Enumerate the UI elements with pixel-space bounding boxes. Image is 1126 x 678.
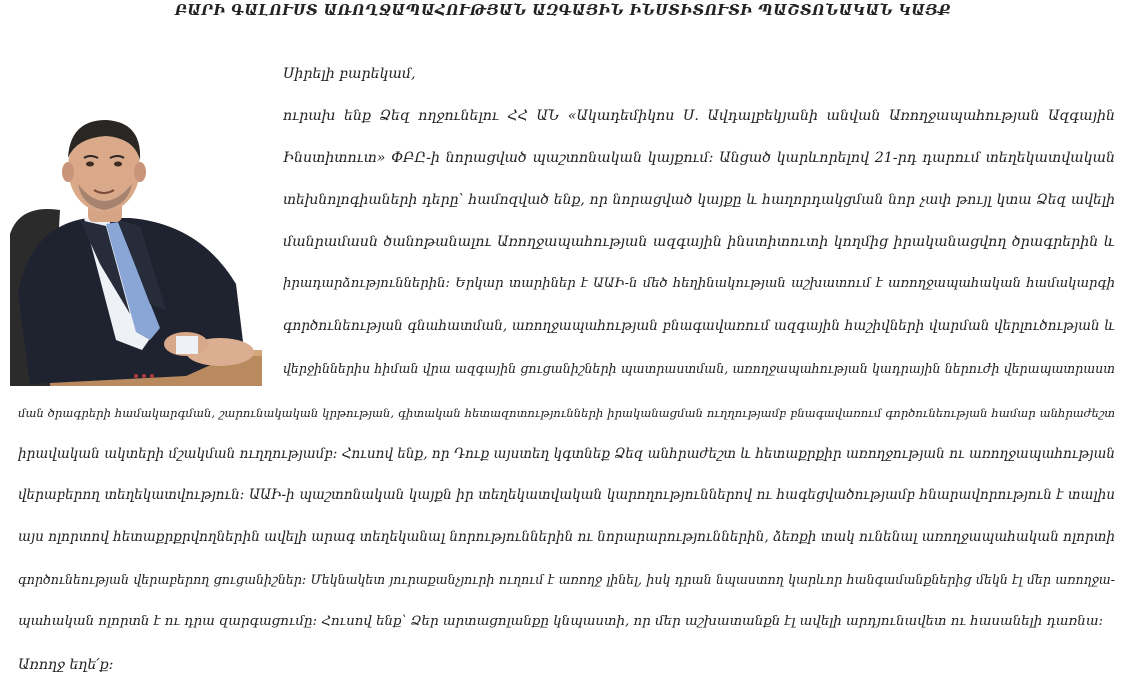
page-title: ԲԱՐԻ ԳԱԼՈՒՍՏ ԱՌՈՂՋԱՊԱՀՈՒԹՅԱՆ ԱԶԳԱՅԻՆ ԻՆՍՏԻՏՈՒՏԻ ՊԱՇՏՈՆԱԿԱՆ ԿԱՅՔ (174, 2, 952, 19)
letter-line: ման ծրագրերի համակարգման, շարունակական կրթության, գիտական հետազոտությունների իրականացման ուղղությամբ բնագավառում գործունեության համար անհրաժեշտ (18, 406, 1115, 420)
letter-line: իրադարձություններին: Երկար տարիներ է ԱԱԻ-ն մեծ հեղինակության աշխատում է առողջապահական համակարգի (283, 276, 1115, 291)
letter-line: մանրամասն ծանոթանալու Առողջապահության ազգային ինստիտուտի կողմից իրականացվող ծրագրերին և (283, 234, 1115, 250)
letter-signoff: Առողջ եղե՛ք: (18, 657, 114, 673)
letter-line: վերաբերող տեղեկատվություն: ԱԱԻ-ի պաշտոնական կայքն իր տեղեկատվական կարողություններով ու հագեցվածությամբ հնարավորություն է տալիս (18, 487, 1115, 503)
letter-line: այս ոլորտով հետաքրքրվողներին ավելի արագ տեղեկանալ նորություններին ու նորարարություններին, ձեռքի տակ ունենալ առողջապահական ոլորտի (18, 529, 1115, 545)
letter-line: պահական ոլորտն է ու դրա զարգացումը: Հուսով ենք՝ Ձեր արտացոլանքը կնպաստի, որ մեր աշխատանքն էլ ավելի արդյունավետ ու հասանելի դառնա: (18, 614, 1104, 629)
letter-line: գործունեության վերաբերող ցուցանիշներ: Մեկնակետ յուրաքանչյուրի ուղում է առողջ լինել, իսկ դրան նպաստող կարևոր հանգամանքներից մեկն էլ մեր առողջա- (18, 572, 1115, 587)
letter-line: իրավական ակտերի մշակման ուղղությամբ: Հուսով ենք, որ Դուք այստեղ կգտնեք Ձեզ անհրաժեշտ և հետաքրքիր առողջության ու առողջապահության (18, 446, 1115, 462)
letter-greeting: Սիրելի բարեկամ, (283, 66, 416, 82)
letter-line: Ինստիտուտ» ՓԲԸ-ի նորացված պաշտոնական կայքում: Անցած կարևորելով 21-րդ դարում տեղեկատվական (283, 150, 1115, 166)
letter-line: տեխնոլոգիաների դերը՝ համոզված ենք, որ նորացված կայքը և հաղորդակցման նոր չափ թույլ կտա Ձեզ ավելի (283, 192, 1115, 208)
letter-line: գործունեության գնահատման, առողջապահության բնագավառում ազգային հաշիվների վարման վերլուծության և (283, 318, 1115, 334)
letter-line: վերջիններիս հիման վրա ազգային ցուցանիշների պատրաստման, առողջապահության կադրային ներուժի վերապատրաստ (283, 361, 1115, 376)
letter-line: ուրախ ենք Ձեզ ողջունելու ՀՀ ԱՆ «Ակադեմիկոս Ս. Ավդալբեկյանի անվան Առողջապահության Ազգային (283, 108, 1115, 124)
